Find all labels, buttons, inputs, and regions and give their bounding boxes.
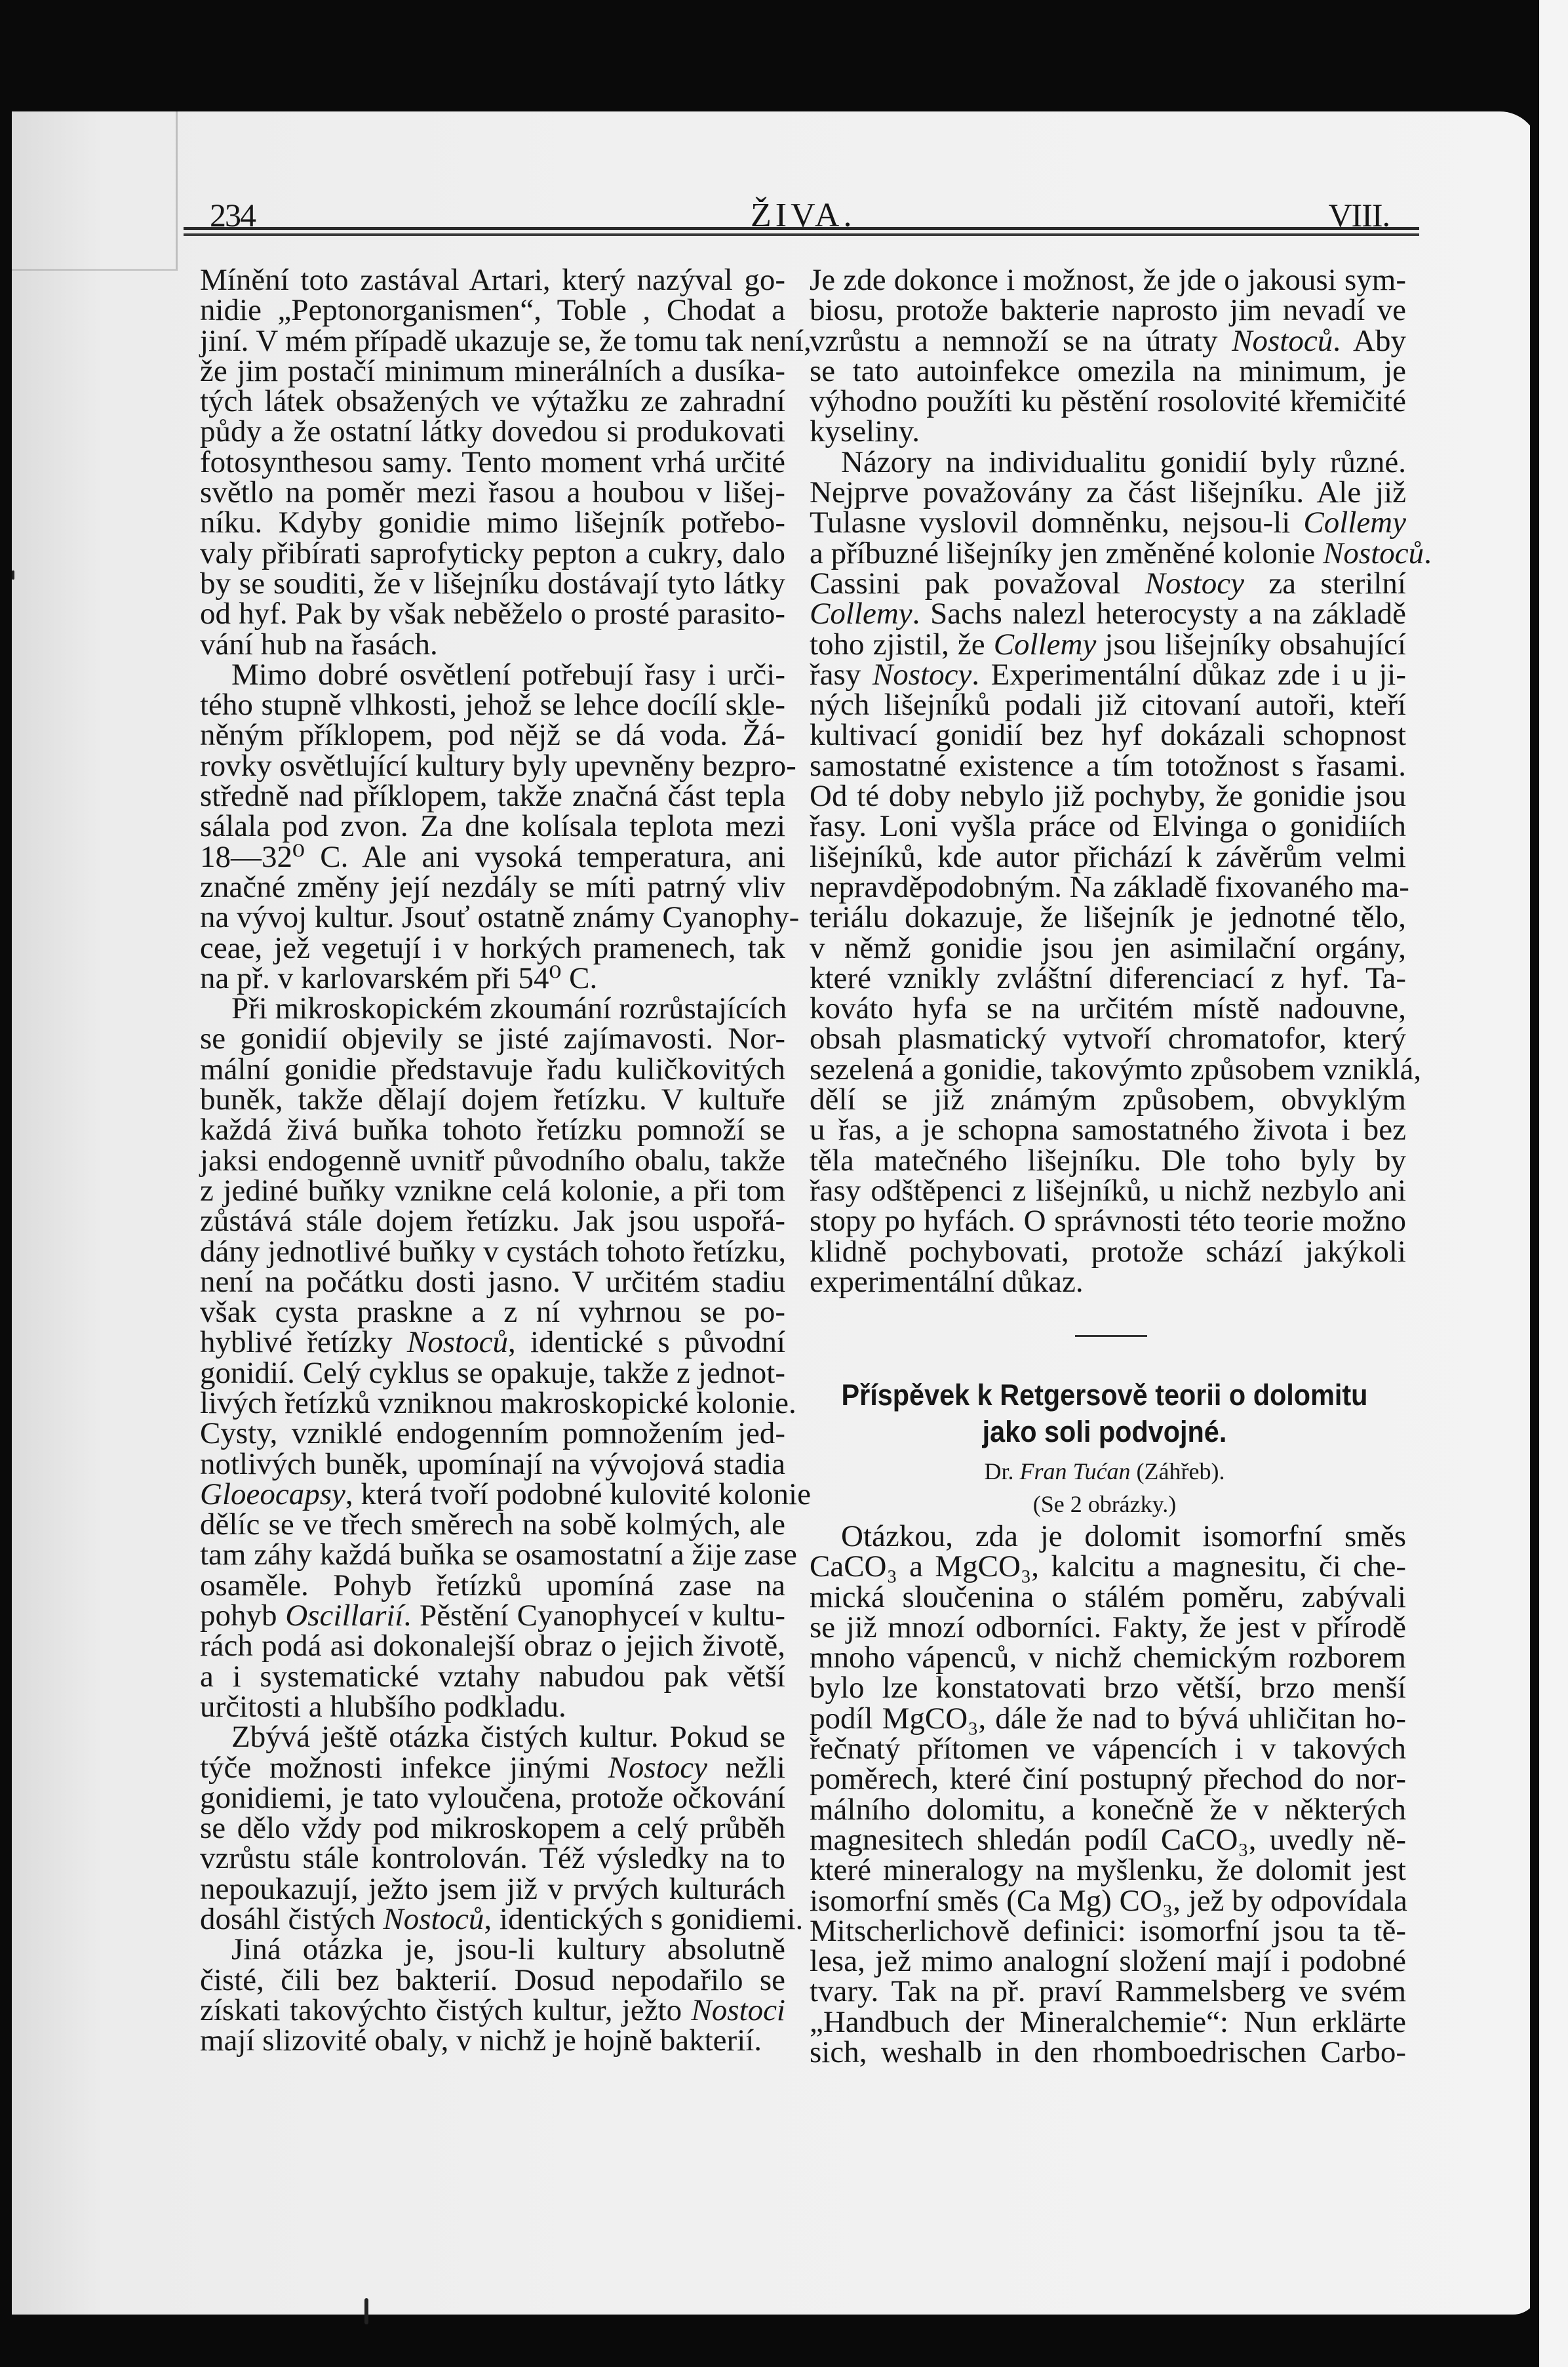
text-line: které vznikly zvláštní diferenciací z hyf. Ta- — [810, 961, 1406, 995]
text-line: nepoukazují, ježto jsem již v prvých kulturách — [200, 1871, 785, 1906]
text-line: 18—32⁰ C. Ale ani vysoká temperatura, ani — [200, 839, 785, 874]
text-line: Je zde dokonce i možnost, že jde o jakousi sym- — [810, 263, 1406, 297]
text-line: podíl MgCO₃, dále že nad to bývá uhličitan ho- — [810, 1701, 1406, 1736]
text-line: se již mnozí odborníci. Fakty, že jest v přírodě — [810, 1610, 1406, 1644]
text-line: toho zjistil, že Collemy jsou lišejníky obsahující — [810, 627, 1406, 662]
text-line: řasy Nostocy. Experimentální důkaz zde i u ji- — [810, 657, 1406, 692]
text-line: středně nad příklopem, takže značná část tepla — [200, 779, 785, 814]
text-line: a příbuzné lišejníky jen změněné kolonie Nostoců — [810, 536, 1424, 570]
text-line: řasy. Loni vyšla práce od Elvinga o gonidiích — [810, 809, 1406, 844]
text-line: lišejníků, kde autor přichází k závěrům velmi — [810, 839, 1406, 874]
text-line: nidie „Peptonorganismen“, Toble , Chodat a — [200, 293, 785, 328]
scan-artifact — [12, 111, 178, 271]
text-line: Otázkou, zda je dolomit isomorfní směs — [841, 1519, 1406, 1553]
author-name: Fran Tućan — [1019, 1458, 1131, 1484]
article-byline — [800, 1456, 1409, 1487]
text-line: od hyf. Pak by však neběželo o prosté parasito- — [200, 597, 785, 631]
text-line: se dělo vždy pod mikroskopem a celý průběh — [200, 1811, 785, 1846]
text-line: že jim postačí minimum minerálních a dusíka- — [200, 353, 785, 388]
article-title-line-2: jako soli podvojné. — [982, 1415, 1227, 1448]
text-line: osaměle. Pohyb řetízků upomíná zase na — [200, 1568, 785, 1602]
text-line: nepravděpodobným. Na základě fixovaného ma- — [810, 869, 1409, 904]
text-line: livých řetízků vzniknou makroskopické kolonie. — [200, 1385, 796, 1420]
text-line: v němž gonidie jsou jen asimilační orgány, — [810, 930, 1406, 965]
text-line: půdy a že ostatní látky dovedou si produkovati — [200, 414, 785, 449]
text-line: isomorfní směs (Ca Mg) CO₃, jež by odpovídala — [810, 1883, 1407, 1918]
text-line: vzrůstu a nemnoží se na útraty Nostoců. Aby — [810, 323, 1406, 358]
text-line: by se souditi, že v lišejníku dostávají tyto látky — [200, 566, 785, 601]
text-line: a i systematické vztahy nabudou pak větší — [200, 1659, 785, 1694]
text-line: mální gonidie představuje řadu kuličkovitých — [200, 1052, 785, 1086]
left-column — [200, 263, 812, 2058]
text-line: světlo na poměr mezi řasou a houbou v lišej- — [200, 475, 785, 510]
text-line: mají slizovité obaly, v nichž je hojně bakterií. — [200, 2023, 762, 2058]
figures-note: (Se 2 obrázky.) — [1032, 1491, 1177, 1517]
text-line: Collemy. Sachs nalezl heterocysty a na základě — [810, 597, 1406, 631]
text-line: sezelená a gonidie, takovýmto způsobem vzniklá, — [810, 1052, 1422, 1086]
text-line: výhodno použíti ku pěstění rosolovité křemičité — [810, 384, 1406, 419]
text-line: magnesitech shledán podíl CaCO₃, uvedly ně- — [810, 1822, 1406, 1857]
text-line: ceae, jež vegetují i v horkých pramenech, tak — [200, 930, 785, 965]
text-line: níku. Kdyby gonidie mimo lišejník potřebo- — [200, 506, 785, 540]
text-line: Názory na individualitu gonidií byly různé. — [841, 445, 1406, 479]
text-line: kultivací gonidií bez hyf dokázali schopnost — [810, 718, 1406, 753]
text-line: řečnatý přítomen ve vápencích i v takových — [810, 1732, 1406, 1766]
text-line: buněk, takže dělají dojem řetízku. V kultuře — [200, 1083, 785, 1117]
text-line: u řas, a je schopna samostatného života i bez — [810, 1113, 1406, 1147]
text-line: rovky osvětlující kultury byly upevněny bezpro- — [200, 748, 796, 783]
text-line: stopy po hyfách. O správnosti této teorie možno — [810, 1204, 1406, 1239]
text-line: získati takovýchto čistých kultur, ježto Nostoci — [200, 1993, 785, 2027]
text-line: tého stupně vlhkosti, jehož se lehce docílí skle- — [200, 688, 785, 723]
text-line: na př. v karlovarském při 54⁰ C. — [200, 961, 598, 995]
text-line: mnoho vápenců, v nichž chemickým rozborem — [810, 1641, 1406, 1675]
text-line: gonidií. Celý cyklus se opakuje, takže z jednot- — [200, 1355, 785, 1390]
text-line: sálala pod zvon. Za dne kolísala teplota mezi — [200, 809, 785, 844]
article-body — [810, 1519, 1407, 2070]
text-line: na vývoj kultur. Jsouť ostatně známy Cyanophy- — [200, 900, 800, 935]
adjacent-page-edge — [1530, 0, 1568, 2367]
text-line: ných lišejníků podali již citovaní autoři, kteří — [810, 688, 1406, 723]
text-line: dosáhl čistých Nostoců, identických s gonidiemi. — [200, 1902, 804, 1937]
text-line: Mitscherlichově definici: isomorfní jsou ta tě- — [810, 1913, 1406, 1948]
text-line: obsah plasmatický vytvoří chromatofor, který — [810, 1022, 1406, 1056]
text-line: biosu, protože bakterie naprosto jim nevadí ve — [810, 293, 1406, 328]
text-line: které mineralogy na myšlenku, že dolomit jest — [810, 1853, 1406, 1888]
text-line: „Handbuch der Mineralchemie“: Nun erklärte — [810, 2004, 1406, 2039]
text-line: Zbývá ještě otázka čistých kultur. Pokud se — [231, 1720, 785, 1755]
text-line: řasy odštěpenci z lišejníků, u nichž nezbylo ani — [810, 1173, 1406, 1208]
text-line: není na počátku dosti jasno. V určitém stadiu — [200, 1264, 785, 1299]
text-line: Mimo dobré osvětlení potřebují řasy i urči- — [231, 657, 785, 692]
text-line: rách podá asi dokonalejší obraz o jejich životě, — [200, 1629, 785, 1663]
text-line: Cysty, vzniklé endogenním pomnožením jed- — [200, 1416, 785, 1451]
text-line: jiní. V mém případě ukazuje se, že tomu tak není, — [200, 323, 812, 358]
right-column — [810, 263, 1424, 1299]
text-line: dělíc se ve třech směrech na sobě kolmých, ale — [200, 1507, 785, 1542]
article-title — [824, 1377, 1385, 1450]
text-line: notlivých buněk, upomínají na vývojová stadia — [200, 1446, 785, 1481]
scan-speck — [364, 2298, 368, 2324]
text-line: CaCO₃ a MgCO₃, kalcitu a magnesitu, či che- — [810, 1549, 1406, 1584]
text-line: pohyb Oscillarií. Pěstění Cyanophyceí v kultu- — [200, 1599, 785, 1633]
text-line: vání hub na řasách. — [200, 627, 438, 662]
text-line: klidně pochybovati, protože schází jakýkoli — [810, 1234, 1406, 1269]
scan-speck — [12, 570, 14, 580]
text-line: se gonidií objevily se jisté zajímavosti. Nor- — [200, 1022, 785, 1056]
text-line: tých látek obsažených ve výtažku ze zahradní — [200, 384, 785, 419]
text-line: poměrech, které činí postupný přechod do nor- — [810, 1762, 1406, 1797]
text-line: mická sloučenina o stálém poměru, zabývali — [810, 1580, 1406, 1614]
text-line: těla matečného lišejníku. Dle toho byly by — [810, 1143, 1406, 1178]
volume-number: VIII. — [1328, 197, 1390, 233]
text-line: kováto hyfa se na určitém místě nadouvne, — [810, 991, 1406, 1026]
text-line: lesa, jež mimo analogní složení mají i podobné — [810, 1944, 1406, 1979]
text-line: značné změny její nezdály se míti patrný vliv — [200, 869, 785, 904]
text-line: Gloeocapsy, která tvoří podobné kulovité kolonie — [200, 1477, 811, 1511]
text-line: jaksi endogenně uvnitř původního obalu, takže — [200, 1143, 785, 1178]
text-line: něným příklopem, pod nějž se dá voda. Žá- — [200, 718, 785, 753]
text-line: zůstává stále dojem řetízku. Jak jsou uspořá- — [200, 1204, 785, 1239]
author-prefix: Dr. — [984, 1458, 1014, 1484]
text-line: se tato autoinfekce omezila na minimum, je — [810, 353, 1406, 388]
text-line: Tulasne vyslovil domněnku, nejsou-li Collemy — [810, 506, 1406, 540]
text-line: týče možnosti infekce jinými Nostocy nežli — [200, 1750, 785, 1785]
text-line: sich, weshalb in den rhomboedrischen Carbo- — [810, 2035, 1406, 2070]
text-line: experimentální důkaz. — [810, 1264, 1084, 1299]
text-line: Jiná otázka je, jsou-li kultury absolutně — [231, 1932, 785, 1967]
section-divider — [1075, 1335, 1147, 1337]
text-line: tam záhy každá buňka se osamostatní a žije zase — [200, 1538, 797, 1572]
text-line: Od té doby nebylo již pochyby, že gonidie jsou — [810, 779, 1406, 814]
text-line: fotosynthesou samy. Tento moment vrhá určité — [200, 445, 785, 479]
text-line: gonidiemi, je tato vyloučena, protože očkování — [200, 1780, 785, 1815]
text-line: určitosti a hlubšího podkladu. — [200, 1689, 566, 1724]
text-line: málního dolomitu, a konečně že v některých — [810, 1792, 1406, 1827]
text-line: kyseliny. — [810, 414, 920, 449]
text-line: Při mikroskopickém zkoumání rozrůstajících — [231, 991, 787, 1026]
header-double-rule — [184, 227, 1419, 236]
text-line: dány jednotlivé buňky v cystách tohoto řetízku, — [200, 1234, 787, 1269]
journal-title: ŽIVA. — [751, 197, 856, 234]
text-line: teriálu dokazuje, že lišejník je jednotné tělo, — [810, 900, 1406, 935]
article-title-line-1: Příspěvek k Retgersově teorii o dolomitu — [841, 1378, 1368, 1412]
text-line: tvary. Tak na př. praví Rammelsberg ve svém — [810, 1974, 1406, 2009]
text-line: Cassini pak považoval Nostocy za sterilní — [810, 566, 1406, 601]
text-line: Nejprve považovány za část lišejníku. Ale již — [810, 475, 1406, 510]
text-line: bylo lze konstatovati brzo větší, brzo menší — [810, 1671, 1406, 1705]
text-line: čisté, čili bez bakterií. Dosud nepodařilo se — [200, 1962, 785, 1997]
text-line: hyblivé řetízky Nostoců, identické s původní — [200, 1325, 786, 1360]
text-line: dělí se již známým způsobem, obvyklým — [810, 1083, 1406, 1117]
text-line: Mínění toto zastával Artari, který nazýval go- — [200, 263, 785, 297]
author-place: (Záhřeb). — [1136, 1458, 1225, 1484]
page-number: 234 — [210, 197, 255, 233]
text-line: však cysta praskne a z ní vyhrnou se po- — [200, 1295, 785, 1330]
text-line: každá živá buňka tohoto řetízku pomnoží se — [200, 1113, 785, 1147]
text-line: samostatné existence a tím totožnost s řasami. — [810, 748, 1406, 783]
text-line: valy přibírati saprofyticky pepton a cukry, dalo — [200, 536, 785, 570]
text-line: vzrůstu stále kontrolován. Též výsledky na to — [200, 1841, 785, 1876]
text-line: z jediné buňky vznikne celá kolonie, a při tom — [200, 1173, 785, 1208]
